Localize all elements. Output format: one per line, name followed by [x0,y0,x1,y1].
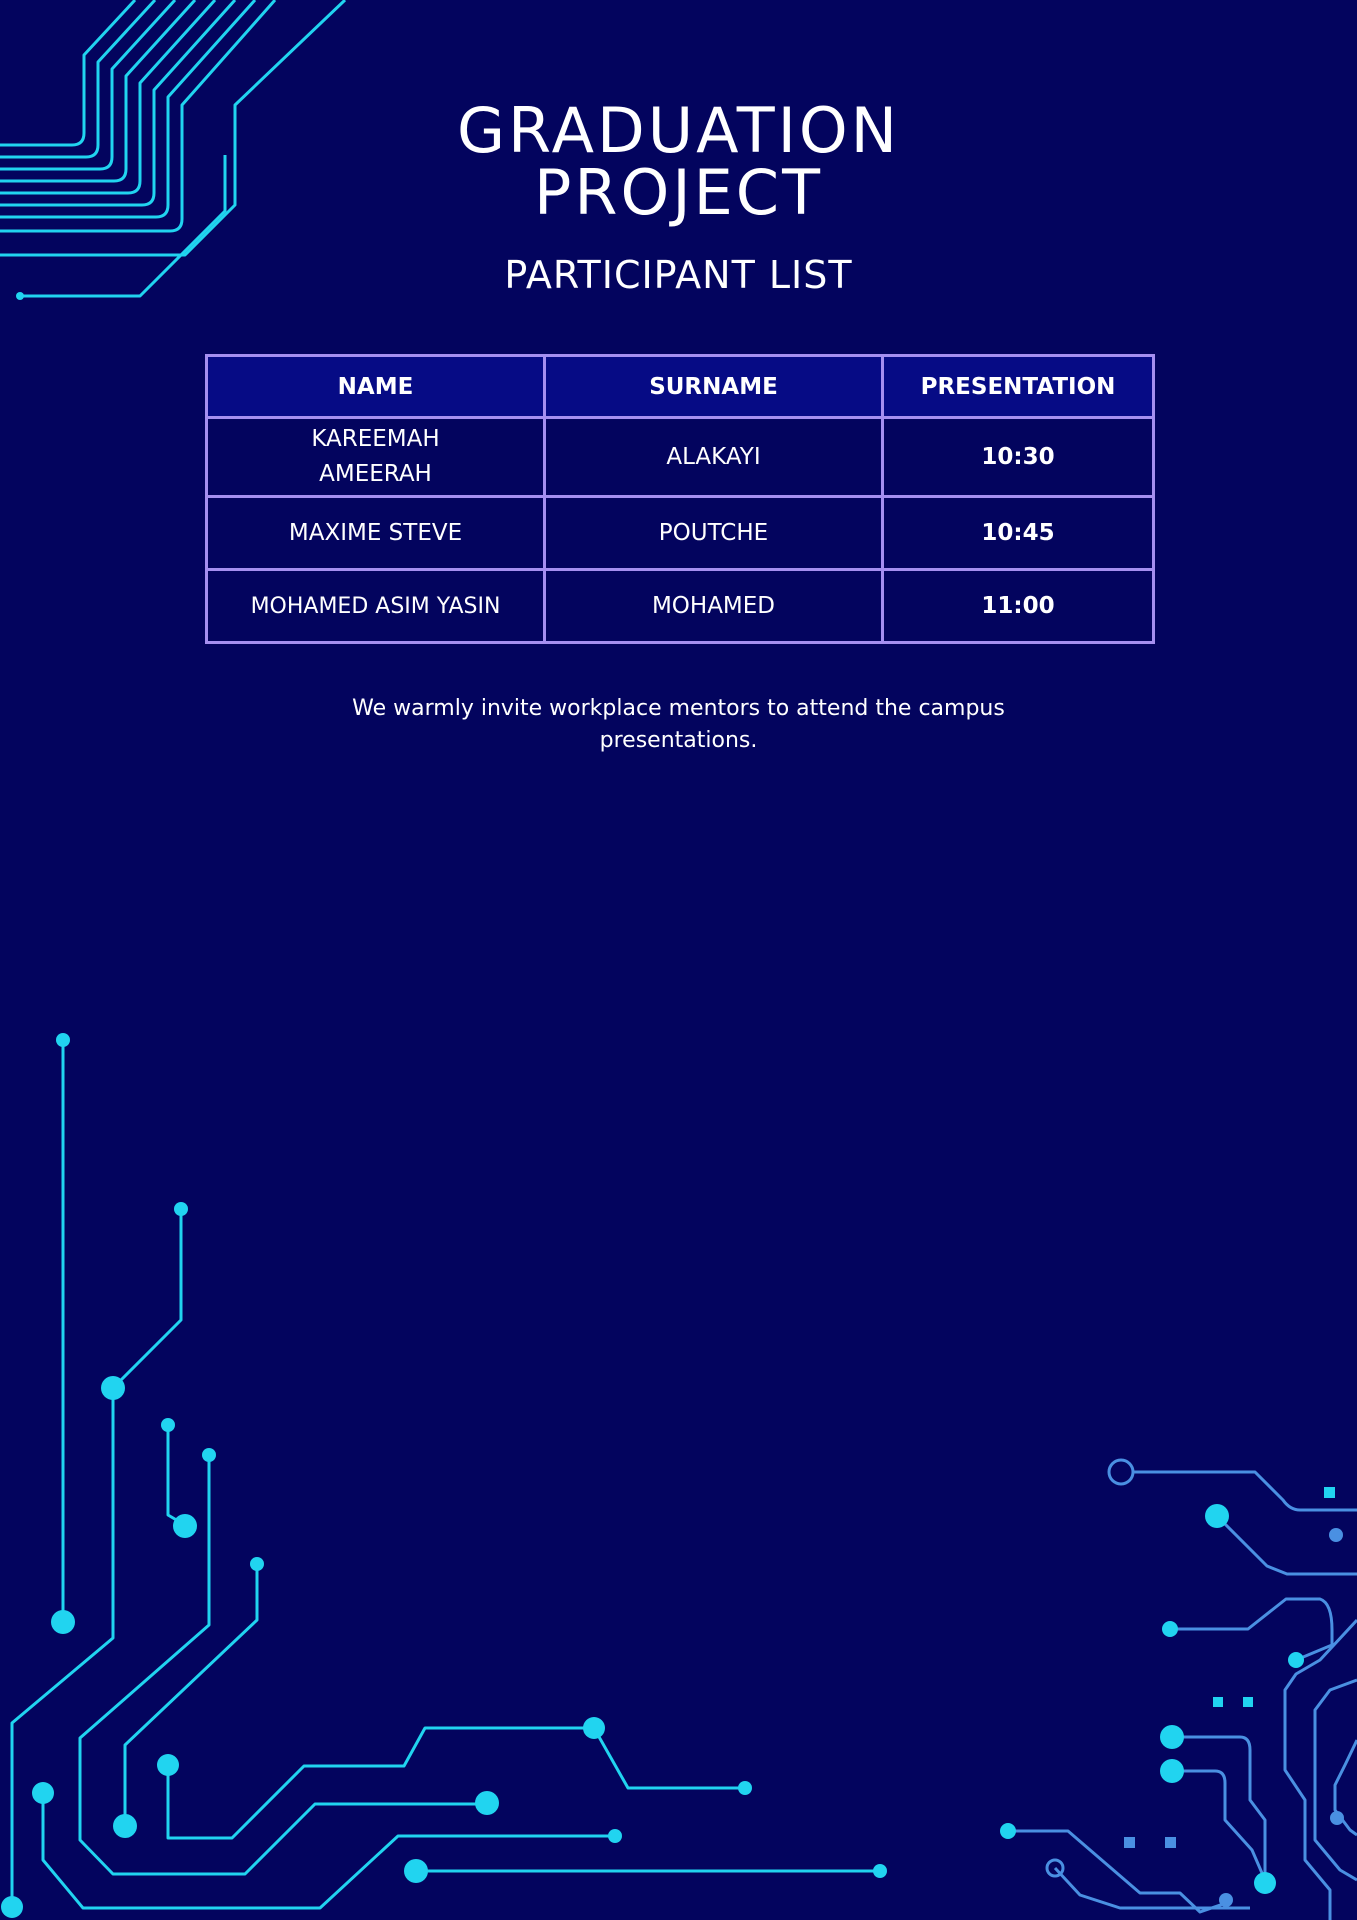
invitation-text: We warmly invite workplace mentors to attend the campus presentations. [352,696,1005,753]
title-line-2: PROJECT [534,156,823,229]
title-line-1: GRADUATION [456,94,901,167]
circuit-bottom-right-nodes-icon [1000,1460,1344,1907]
document-subtitle: PARTICIPANT LIST [504,253,853,297]
participant-surname: POUTCHE [545,497,883,570]
table-row [207,570,1154,643]
circuit-bottom-left-icon [12,1040,880,1908]
circuit-bottom-left-nodes-icon [1,1033,887,1918]
table-header-row [207,356,1154,418]
participant-name: MAXIME STEVE [207,497,545,570]
circuit-bottom-right-icon [1008,1472,1357,1920]
document-title [0,94,1357,229]
header-presentation: PRESENTATION [883,356,1154,418]
header-surname: SURNAME [545,356,883,418]
participant-surname: MOHAMED [545,570,883,643]
table-row [207,497,1154,570]
participant-name: KAREEMAH AMEERAH [207,418,545,497]
presentation-time: 11:00 [883,570,1154,643]
presentation-time: 10:45 [883,497,1154,570]
presentation-time: 10:30 [883,418,1154,497]
header-name: NAME [207,356,545,418]
table-row [207,418,1154,497]
participant-table [205,354,1155,644]
participant-surname: ALAKAYI [545,418,883,497]
participant-name: MOHAMED ASIM YASIN [207,570,545,643]
